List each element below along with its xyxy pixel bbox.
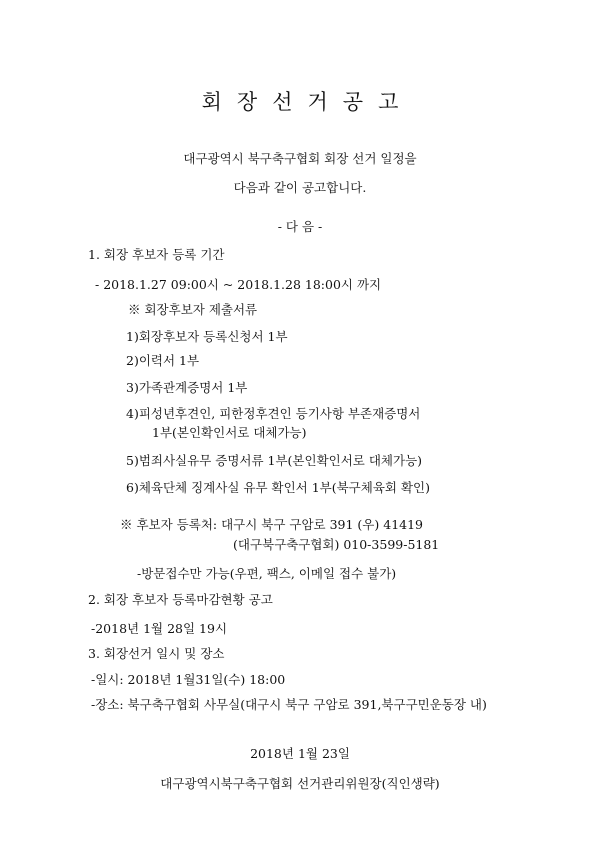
announcement-date: -2018년 1월 28일 19시 — [91, 621, 228, 636]
document-item-continued: 1부(본인확인서로 대체가능) — [152, 425, 307, 440]
section1-heading: 1. 회장 후보자 등록 기간 — [88, 247, 225, 262]
divider-text: - 다 음 - — [277, 219, 323, 234]
visit-only-note: -방문접수만 가능(우편, 팩스, 이메일 접수 불가) — [137, 566, 397, 581]
election-datetime: -일시: 2018년 1월31일(수) 18:00 — [91, 672, 286, 687]
section2-heading: 2. 회장 후보자 등록마감현황 공고 — [88, 592, 273, 607]
registration-office: ※ 후보자 등록처: 대구시 북구 구암로 391 (우) 41419 — [120, 517, 424, 532]
registration-contact: (대구북구축구협회) 010-3599-5181 — [233, 537, 440, 552]
document-item: 3)가족관계증명서 1부 — [126, 380, 248, 395]
election-place: -장소: 북구축구협회 사무실(대구시 북구 구암로 391,북구구민운동장 내) — [91, 697, 487, 712]
footer-issuer: 대구광역시북구축구협회 선거관리위원장(직인생략) — [160, 776, 440, 791]
document-item: 2)이력서 1부 — [126, 353, 200, 368]
document-item: 5)범죄사실유무 증명서류 1부(본인확인서로 대체가능) — [126, 453, 423, 468]
notice-title: 회장선거공고 — [201, 90, 414, 114]
footer-date: 2018년 1월 23일 — [250, 746, 350, 761]
registration-period: - 2018.1.27 09:00시 ~ 2018.1.28 18:00시 까지 — [95, 277, 382, 292]
document-item: 6)체육단체 징계사실 유무 확인서 1부(북구체육회 확인) — [126, 480, 430, 495]
intro-line-2: 다음과 같이 공고합니다. — [233, 180, 367, 195]
section3-heading: 3. 회장선거 일시 및 장소 — [88, 646, 225, 661]
document-item: 4)피성년후견인, 피한정후견인 등기사항 부존재증명서 — [126, 406, 421, 421]
documents-heading: ※ 회장후보자 제출서류 — [128, 302, 258, 317]
intro-line-1: 대구광역시 북구축구협회 회장 선거 일정을 — [183, 151, 417, 166]
document-item: 1)회장후보자 등록신청서 1부 — [126, 329, 288, 344]
